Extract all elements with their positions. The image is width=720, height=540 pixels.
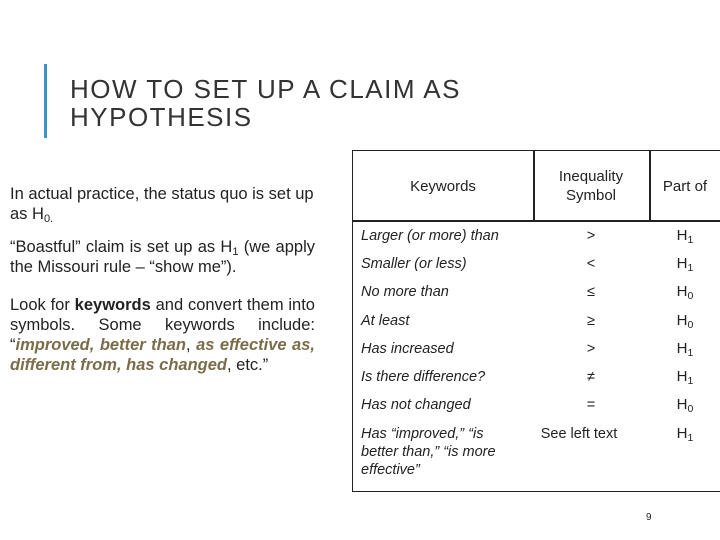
part-sub: 1 bbox=[687, 375, 694, 387]
header-inequality-symbol: Inequality Symbol bbox=[558, 168, 624, 204]
page-title bbox=[70, 75, 630, 131]
part-sub: 0 bbox=[687, 319, 694, 331]
keywords-table bbox=[352, 150, 720, 492]
part-sub: 1 bbox=[687, 234, 694, 246]
part-letter: H bbox=[676, 283, 688, 300]
p3-example-keywords-1: improved, better than bbox=[15, 336, 186, 354]
part-letter: H bbox=[676, 340, 688, 357]
part-letter: H bbox=[676, 227, 688, 244]
part-letter: H bbox=[676, 396, 688, 413]
row-keyword: Larger (or more) than bbox=[361, 228, 499, 244]
row-keyword: Has “improved,” “is better than,” “is more effective” bbox=[361, 426, 496, 478]
row-part bbox=[649, 227, 720, 245]
row-part bbox=[649, 283, 720, 301]
row-symbol: > bbox=[586, 341, 596, 357]
p2-sub: 1 bbox=[232, 246, 239, 258]
page-number: 9 bbox=[646, 512, 652, 523]
row-symbol: < bbox=[586, 256, 596, 272]
p2-text-b: (we apply the Missouri rule – “show me”). bbox=[10, 238, 315, 276]
header-divider-2 bbox=[649, 151, 651, 221]
left-text-block bbox=[10, 184, 315, 393]
paragraph-keywords bbox=[10, 295, 315, 375]
p3-text-a: Look for bbox=[10, 296, 75, 314]
row-symbol: ≥ bbox=[587, 313, 595, 329]
row-part bbox=[649, 425, 720, 443]
part-letter: H bbox=[676, 255, 688, 272]
header-part-of: Part of bbox=[662, 177, 708, 195]
row-part bbox=[649, 396, 720, 414]
row-keyword: No more than bbox=[361, 284, 449, 300]
p1-sub: 0. bbox=[43, 213, 54, 225]
row-symbol: ≠ bbox=[587, 369, 595, 385]
table-header bbox=[353, 151, 720, 221]
row-part bbox=[649, 340, 720, 358]
header-divider-1 bbox=[533, 151, 535, 221]
p3-example-keywords-2: as effective as, different from, has changed bbox=[10, 336, 315, 374]
paragraph-status-quo bbox=[10, 184, 315, 224]
row-symbol: > bbox=[586, 228, 596, 244]
row-symbol: ≤ bbox=[587, 284, 595, 300]
row-keyword: Is there difference? bbox=[361, 369, 486, 385]
part-letter: H bbox=[676, 425, 688, 442]
row-part bbox=[649, 368, 720, 386]
part-sub: 0 bbox=[687, 403, 694, 415]
header-keywords: Keywords bbox=[410, 177, 476, 195]
p3-text-end: , etc.” bbox=[226, 356, 269, 374]
p3-text-b: and convert them into symbols. Some keywords include: “ bbox=[10, 296, 315, 354]
p3-keyword-bold: keywords bbox=[74, 296, 151, 314]
p3-comma: , bbox=[186, 336, 197, 354]
row-part bbox=[649, 312, 720, 330]
paragraph-boastful-claim bbox=[10, 237, 315, 277]
title-accent-bar bbox=[44, 64, 47, 138]
part-letter: H bbox=[676, 312, 688, 329]
title-line-2: HYPOTHESIS bbox=[70, 102, 253, 132]
row-keyword: At least bbox=[361, 313, 410, 329]
part-sub: 1 bbox=[687, 347, 694, 359]
header-bottom-border bbox=[353, 220, 720, 222]
row-symbol: See left text bbox=[540, 426, 618, 442]
row-keyword: Has increased bbox=[361, 341, 454, 357]
p1-text: In actual practice, the status quo is set up as H bbox=[10, 185, 314, 223]
row-part bbox=[649, 255, 720, 273]
part-letter: H bbox=[676, 368, 688, 385]
row-keyword: Has not changed bbox=[361, 397, 471, 413]
part-sub: 1 bbox=[687, 262, 694, 274]
part-sub: 1 bbox=[687, 432, 694, 444]
p2-text-a: “Boastful” claim is set up as H bbox=[10, 238, 233, 256]
row-symbol: = bbox=[586, 397, 596, 413]
part-sub: 0 bbox=[687, 290, 694, 302]
title-line-1: HOW TO SET UP A CLAIM AS bbox=[70, 74, 461, 104]
row-keyword: Smaller (or less) bbox=[361, 256, 467, 272]
